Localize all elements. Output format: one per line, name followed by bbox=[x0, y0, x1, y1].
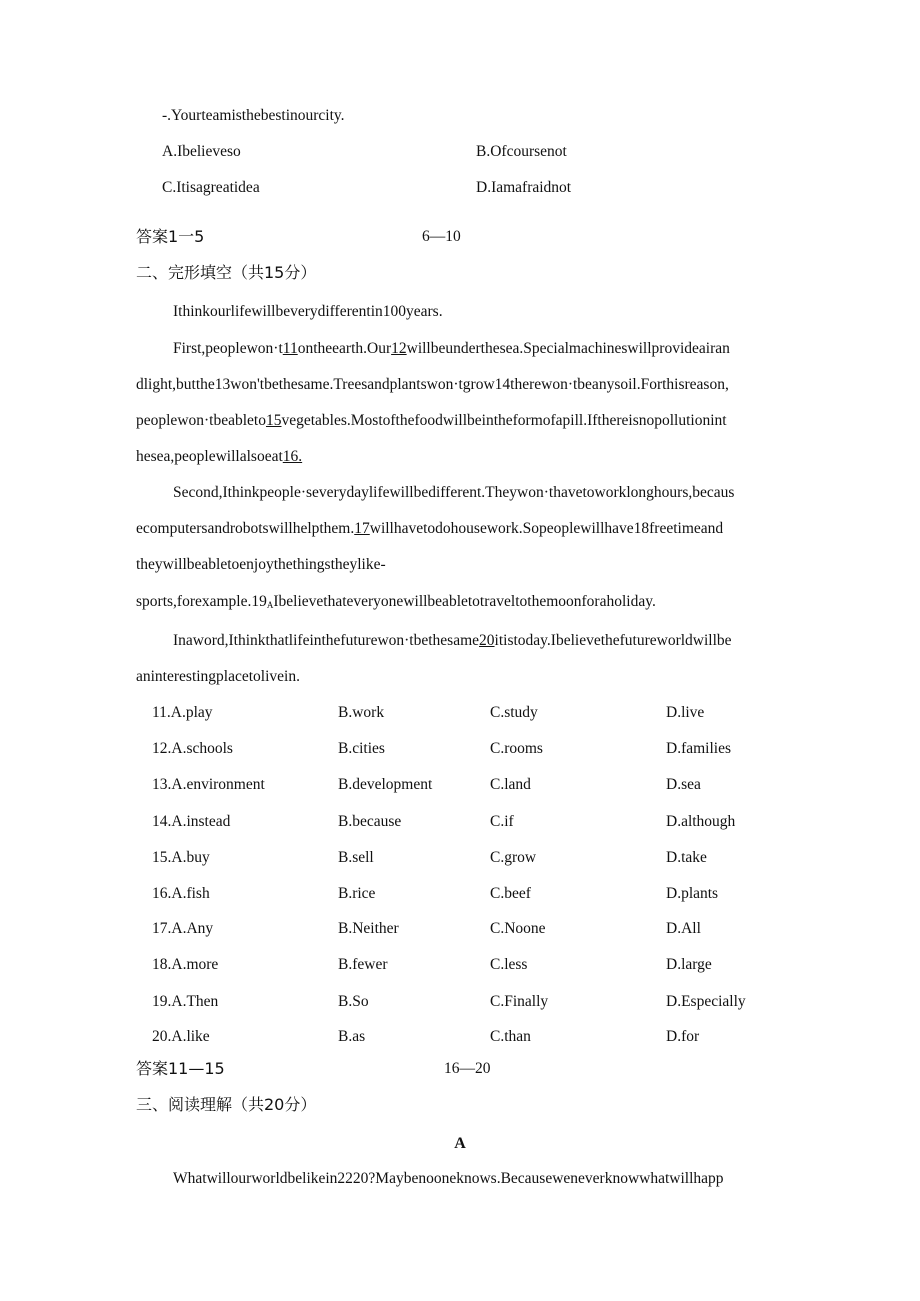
option-17b: B.Neither bbox=[338, 920, 399, 937]
option-11d: D.live bbox=[666, 704, 705, 721]
option-15b: B.sell bbox=[338, 849, 374, 866]
option-19d: D.Especially bbox=[666, 993, 746, 1010]
option-12c: C.rooms bbox=[490, 740, 543, 757]
option-20c: C.than bbox=[490, 1028, 531, 1045]
option-14a: 14.A.instead bbox=[152, 813, 231, 830]
option-16c: C.beef bbox=[490, 885, 531, 902]
option-12d: D.families bbox=[666, 740, 731, 757]
option-a: A.Ibelieveso bbox=[162, 143, 241, 160]
passage-label: A bbox=[454, 1135, 466, 1152]
passage-line: peoplewon·tbeableto15vegetables.Mostofthefoodwillbeintheformofapill.Iftherеisnopollutionint bbox=[136, 412, 727, 429]
option-17c: C.Noone bbox=[490, 920, 546, 937]
option-18b: B.fewer bbox=[338, 956, 388, 973]
blank-15: 15 bbox=[265, 412, 282, 429]
option-17a: 17.A.Any bbox=[152, 920, 214, 937]
option-b: B.Ofcoursenot bbox=[476, 143, 567, 160]
blank-11: 11 bbox=[282, 340, 298, 357]
passage-line: ecomputersandrobotswillhelpthem.17willhavetodohousework.Sopeoplewillhave18freetimeand bbox=[136, 520, 724, 537]
option-14b: B.because bbox=[338, 813, 402, 830]
passage-line: Second,Ithinkpeople·severydaylifewillbedifferent.Theywon·thavetoworklonghours,becaus bbox=[173, 484, 735, 501]
option-d: D.Iamafraidnot bbox=[476, 179, 572, 196]
option-18c: C.less bbox=[490, 956, 528, 973]
question-stem: -.Yourteamisthebestinourcity. bbox=[162, 107, 345, 124]
option-15a: 15.A.buy bbox=[152, 849, 210, 866]
section-title: 三、阅读理解（共20分） bbox=[136, 1095, 317, 1114]
option-19b: B.So bbox=[338, 993, 369, 1010]
option-18d: D.large bbox=[666, 956, 712, 973]
option-17d: D.All bbox=[666, 920, 701, 937]
option-16a: 16.A.fish bbox=[152, 885, 210, 902]
option-20a: 20.A.like bbox=[152, 1028, 210, 1045]
option-20d: D.for bbox=[666, 1028, 700, 1045]
passage-line: First,peoplewon·t11ontheearth.Our12willbeunderthesea.Specialmachineswillprovideairan bbox=[173, 340, 730, 357]
option-12b: B.cities bbox=[338, 740, 385, 757]
option-13c: C.land bbox=[490, 776, 531, 793]
section-title: 二、完形填空（共15分） bbox=[136, 263, 317, 282]
option-16d: D.plants bbox=[666, 885, 719, 902]
option-14c: C.if bbox=[490, 813, 514, 830]
option-19a: 19.A.Then bbox=[152, 993, 219, 1010]
passage-line: aninterestingplacetolivein. bbox=[136, 668, 300, 685]
passage-line: Ithinkourlifewillbeverydifferentin100years. bbox=[173, 303, 443, 320]
option-11b: B.work bbox=[338, 704, 385, 721]
passage-line: $sports,forexample.19_AIbelievethateveryonewillbeabletotraveltothemoonforaholiday$. bbox=[136, 593, 656, 610]
option-16b: B.rice bbox=[338, 885, 376, 902]
option-18a: 18.A.more bbox=[152, 956, 219, 973]
option-13b: B.development bbox=[338, 776, 433, 793]
passage-line: dlight,butthe13won'tbethesame.Treesandplantswon·tgrow14therewon·tbeanysoil.Forthisreason, bbox=[136, 376, 729, 393]
answer-range: 16—20 bbox=[444, 1060, 491, 1077]
option-11c: C.study bbox=[490, 704, 538, 721]
option-15d: D.take bbox=[666, 849, 707, 866]
option-15c: C.grow bbox=[490, 849, 537, 866]
option-12a: 12.A.schools bbox=[152, 740, 233, 757]
option-19c: C.Finally bbox=[490, 993, 549, 1010]
answer-range: 6—10 bbox=[422, 228, 461, 245]
answer-label: 答案11—15 bbox=[136, 1059, 225, 1078]
option-13d: D.sea bbox=[666, 776, 701, 793]
blank-17: 17 bbox=[354, 520, 370, 537]
answer-label: 答案1一5 bbox=[136, 227, 205, 246]
blank-20: 20 bbox=[479, 632, 495, 649]
passage-line: theywillbeabletoenjoythethingstheylike- bbox=[136, 556, 386, 573]
option-13a: 13.A.environment bbox=[152, 776, 265, 793]
option-11a: 11.A.play bbox=[152, 704, 213, 721]
option-c: C.Itisagreatidea bbox=[162, 179, 260, 196]
passage-line: Inaword,Ithinkthatlifeinthefuturewon·tbethesame20itistoday.Ibelievethefutureworldwillbe bbox=[173, 632, 732, 649]
option-20b: B.as bbox=[338, 1028, 366, 1045]
blank-16: 16. bbox=[282, 448, 303, 465]
caret-mark: A bbox=[266, 600, 274, 610]
passage-line: Whatwillourworldbelikein2220?Maybenooneknows.Becauseweneverknowwhatwillhapp bbox=[173, 1170, 724, 1187]
passage-line: hesea,peoplewillalsoeat16. bbox=[136, 448, 303, 465]
blank-12: 12 bbox=[391, 340, 407, 357]
option-14d: D.although bbox=[666, 813, 736, 830]
